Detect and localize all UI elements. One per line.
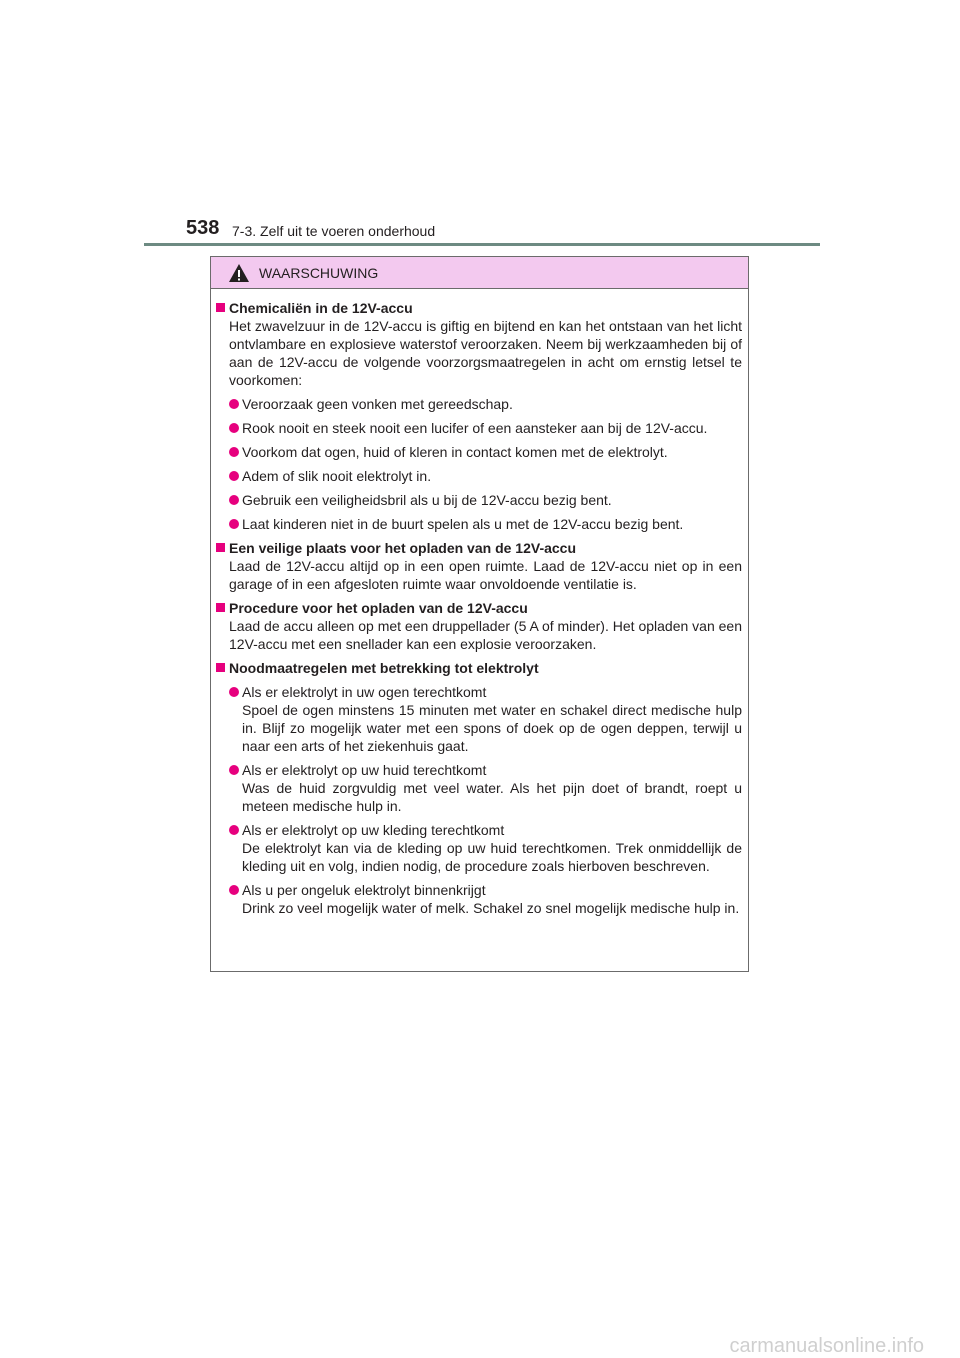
section-heading [216,299,742,317]
list-item-text: Was de huid zorgvuldig met veel water. Als het pijn doet of brandt, roept u meteen medische hulp in. [242,780,742,814]
list-item [229,395,742,413]
round-bullet-icon [229,399,239,409]
section-title: 7-3. Zelf uit te voeren onderhoud [232,223,436,239]
header-rule [144,243,820,246]
list-item-content [242,395,742,413]
list-item [229,467,742,485]
section-heading-text: Procedure voor het opladen van de 12V-accu [229,600,528,616]
list-item-content [242,761,742,815]
list-item-title: Gebruik een veiligheidsbril als u bij de 12V-accu bezig bent. [242,492,612,508]
list-item [229,761,742,815]
square-bullet-icon [216,663,225,672]
list-item-content [242,821,742,875]
list-item-title: Als er elektrolyt in uw ogen terechtkomt [242,684,487,700]
round-bullet-icon [229,765,239,775]
list-item [229,821,742,875]
list-item-title: Adem of slik nooit elektrolyt in. [242,468,432,484]
section-heading-text: Een veilige plaats voor het opladen van de 12V-accu [229,540,577,556]
warning-title: WAARSCHUWING [259,264,379,281]
list-item [229,881,742,917]
warning-section [216,659,742,917]
round-bullet-icon [229,447,239,457]
square-bullet-icon [216,303,225,312]
section-heading [216,539,742,557]
watermark: carmanualsonline.info [729,1335,924,1357]
list-item-content [242,443,742,461]
warning-box [210,256,749,972]
list-item-title: Veroorzaak geen vonken met gereedschap. [242,396,513,412]
list-item-title: Als er elektrolyt op uw huid terechtkomt [242,762,487,778]
round-bullet-icon [229,519,239,529]
list-item-content [242,419,742,437]
section-heading-text: Chemicaliën in de 12V-accu [229,300,413,316]
list-item [229,491,742,509]
list-item-content [242,491,742,509]
warning-triangle-icon [228,263,250,283]
list-item-title: Als u per ongeluk elektrolyt binnenkrijgt [242,882,486,898]
warning-header [211,257,748,289]
warning-section [216,299,742,533]
section-text: Laad de accu alleen op met een druppellader (5 A of minder). Het opladen van een 12V-accu met een snellader kan een explosie veroorzaken. [229,618,742,652]
list-item [229,419,742,437]
round-bullet-icon [229,471,239,481]
list-item [229,443,742,461]
list-item-text: De elektrolyt kan via de kleding op uw huid terechtkomen. Trek onmiddellijk de kleding uit en volg, indien nodig, de procedure zoals hierboven beschreven. [242,840,742,874]
list-item-content [242,515,742,533]
section-heading [216,659,742,677]
warning-body [211,289,748,917]
list-item-text: Spoel de ogen minstens 15 minuten met water en schakel direct medische hulp in. Blijf zo mogelijk water met een spons of doek op de ogen deppen, terwijl u naar een arts of het ziekenhuis gaat. [242,702,742,754]
list-item-title: Rook nooit en steek nooit een lucifer of een aansteker aan bij de 12V-accu. [242,420,708,436]
section-heading [216,599,742,617]
warning-section [216,539,742,593]
list-item-text: Drink zo veel mogelijk water of melk. Schakel zo snel mogelijk medische hulp in. [242,900,740,916]
round-bullet-icon [229,495,239,505]
list-item [229,683,742,755]
round-bullet-icon [229,687,239,697]
list-item-content [242,467,742,485]
page-number: 538 [186,217,220,239]
warning-section [216,599,742,653]
square-bullet-icon [216,543,225,552]
round-bullet-icon [229,423,239,433]
section-heading-text: Noodmaatregelen met betrekking tot elektrolyt [229,660,539,676]
square-bullet-icon [216,603,225,612]
list-item-content [242,683,742,755]
list-item-title: Voorkom dat ogen, huid of kleren in contact komen met de elektrolyt. [242,444,668,460]
section-text: Het zwavelzuur in de 12V-accu is giftig en bijtend en kan het ontstaan van het licht ontvlambare en explosieve waterstof veroorzaken. Neem bij werkzaamheden bij of aan de 12V-accu de volgende voorzorgsmaatregelen in acht om ernstig letsel te voorkomen: [229,318,742,388]
list-item [229,515,742,533]
list-item-content [242,881,742,917]
round-bullet-icon [229,825,239,835]
round-bullet-icon [229,885,239,895]
section-text: Laad de 12V-accu altijd op in een open ruimte. Laad de 12V-accu niet op in een garage of in een afgesloten ruimte waar onvoldoende ventilatie is. [229,558,742,592]
list-item-title: Laat kinderen niet in de buurt spelen als u met de 12V-accu bezig bent. [242,516,684,532]
list-item-title: Als er elektrolyt op uw kleding terechtkomt [242,822,505,838]
